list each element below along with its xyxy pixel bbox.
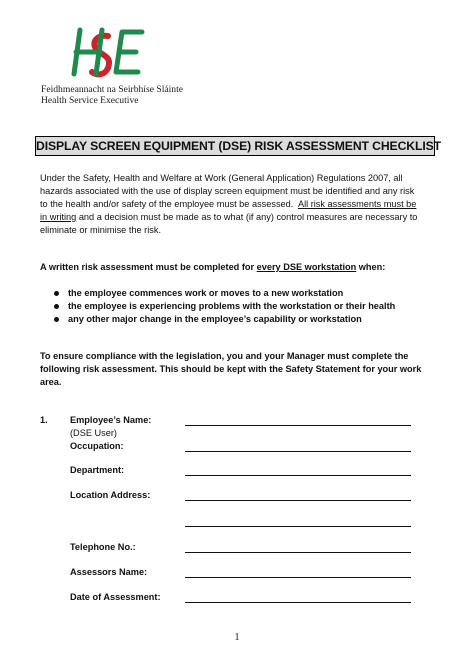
date-of-assessment-label: Date of Assessment: [70,592,161,602]
employee-name-field[interactable] [185,425,411,426]
requirement-emphasis: every DSE workstation [256,262,357,272]
compliance-line: area. [40,377,62,387]
list-item-text: the employee commences work or moves to a new workstation [68,288,344,298]
org-name-english: Health Service Executive [41,95,139,106]
department-label: Department: [70,465,125,475]
list-item-text: the employee is experiencing problems with the workstation or their health [68,301,396,311]
section-number: 1. [40,415,48,425]
hse-logo [56,24,166,82]
form-row-occupation [40,440,440,453]
org-name-irish: Feidhmeannacht na Seirbhíse Sláinte [41,84,184,95]
intro-line: hazards associated with the use of display screen equipment must be identified and any risk [40,186,415,196]
requirement-statement [40,262,385,272]
employee-name-label: Employee’s Name: [70,415,152,425]
location-address-label: Location Address: [70,490,151,500]
form-row-location-address-2 [40,515,440,528]
bullet-icon [54,304,59,309]
list-item [52,287,395,300]
intro-line [40,198,434,211]
requirement-suffix: when: [356,262,386,272]
intro-text: and a decision must be made as to what (if any) control measures are necessary to [76,212,418,222]
form-row-dse-user [40,427,440,440]
occupation-field[interactable] [185,451,411,452]
intro-underlined-text: in writing [40,212,77,222]
date-of-assessment-field[interactable] [185,602,411,603]
intro-paragraph [40,172,434,237]
intro-line [40,211,434,224]
location-address-field[interactable] [185,500,411,501]
department-field[interactable] [185,475,411,476]
requirement-prefix: A written risk assessment must be completed for [40,262,257,272]
form-row-assessors-name [40,566,440,579]
intro-line: eliminate or minimise the risk. [40,225,162,235]
logo-green-e [116,32,142,72]
intro-line: Under the Safety, Health and Welfare at Work (General Application) Regulations 2007, all [40,173,403,183]
org-name [41,84,183,106]
form-row-employee-name [40,414,440,427]
telephone-field[interactable] [185,552,411,553]
telephone-label: Telephone No.: [70,542,136,552]
bullet-icon [54,317,59,322]
form-row-department [40,464,440,477]
bullet-icon [54,291,59,296]
list-item-text: any other major change in the employee’s capability or workstation [68,314,362,324]
document-title: DISPLAY SCREEN EQUIPMENT (DSE) RISK ASSESSMENT CHECKLIST [35,136,435,156]
list-item [52,300,395,313]
page-number: 1 [234,632,240,643]
compliance-line: following risk assessment. This should be kept with the Safety Statement for your work [40,364,422,374]
list-item [52,313,395,326]
compliance-line: To ensure compliance with the legislation, you and your Manager must complete the [40,351,409,361]
dse-user-label: (DSE User) [70,428,117,438]
form-row-location-address [40,489,440,502]
assessors-name-label: Assessors Name: [70,567,148,577]
conditions-list [52,287,395,326]
compliance-paragraph [40,350,434,389]
occupation-label: Occupation: [70,441,124,451]
location-address-field-line-2[interactable] [185,526,411,527]
intro-text: to the health and/or safety of the employee must be assessed. [40,199,294,209]
assessors-name-field[interactable] [185,577,411,578]
form-row-telephone [40,541,440,554]
intro-underlined-text: All risk assessments must be [297,199,417,209]
form-row-date-of-assessment [40,591,440,604]
